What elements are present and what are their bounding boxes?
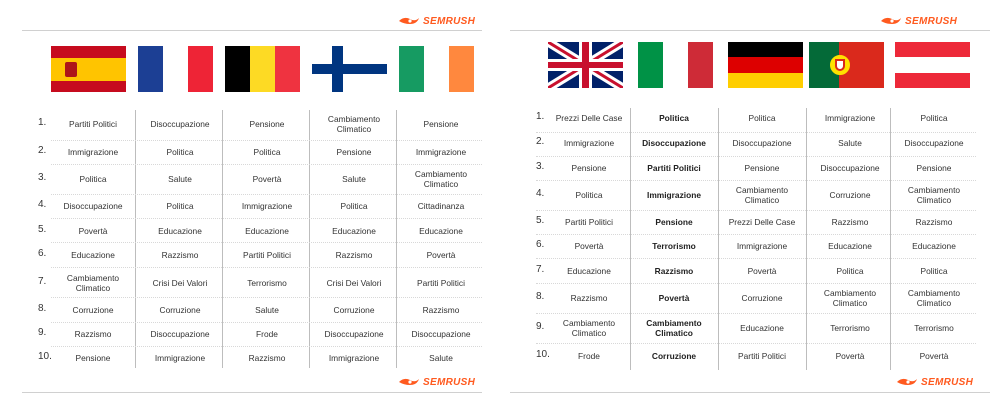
table-cell: Disoccupazione <box>642 138 706 148</box>
union-jack-icon <box>548 42 623 88</box>
rank-number: 4. <box>536 188 545 199</box>
table-cell: Politica <box>575 190 603 200</box>
rank-number: 10. <box>536 349 550 360</box>
column-separator <box>396 110 397 368</box>
column-separator <box>806 108 807 370</box>
table-cell: Povertà <box>426 250 456 260</box>
table-cell: Terrorismo <box>247 278 287 288</box>
table-cell: Partiti Politici <box>647 163 701 173</box>
table-cell: Educazione <box>912 241 956 251</box>
table-cell: Politica <box>836 266 864 276</box>
table-cell: Crisi Dei Valori <box>152 278 208 288</box>
table-cell: Povertà <box>658 293 690 303</box>
table-cell: Povertà <box>252 174 282 184</box>
belgium-flag <box>225 46 300 92</box>
table-cell: Immigrazione <box>824 113 876 123</box>
table-cell: Politica <box>920 113 948 123</box>
ireland-flag <box>399 46 474 92</box>
table-cell: Immigrazione <box>563 138 615 148</box>
table-cell: Pensione <box>75 353 111 363</box>
rank-number: 1. <box>38 117 47 128</box>
rank-number: 5. <box>38 224 47 235</box>
table-cell: Salute <box>255 305 279 315</box>
rank-number: 8. <box>38 303 47 314</box>
table-cell: Cambiamento Climatico <box>735 185 789 205</box>
table-cell: Immigrazione <box>154 353 206 363</box>
table-cell: Razzismo <box>335 250 373 260</box>
table-cell: Cambiamento Climatico <box>562 318 616 338</box>
table-cell: Povertà <box>919 351 949 361</box>
bottom-divider <box>22 392 482 393</box>
table-cell: Immigrazione <box>328 353 380 363</box>
table-cell: Cambiamento Climatico <box>646 318 702 338</box>
table-cell: Disoccupazione <box>324 329 384 339</box>
semrush-logo-bottom <box>896 375 973 389</box>
table-cell: Prezzi Delle Case <box>728 217 796 227</box>
table-cell: Politica <box>166 201 194 211</box>
table-cell: Cambiamento Climatico <box>327 114 381 134</box>
table-cell: Disoccupazione <box>63 201 123 211</box>
uk-flag <box>548 42 623 88</box>
row-separator <box>536 180 976 181</box>
austria-flag <box>895 42 970 88</box>
table-cell: Razzismo <box>422 305 460 315</box>
table-cell: Pensione <box>744 163 780 173</box>
rank-number: 7. <box>38 276 47 287</box>
semrush-logo-bottom <box>398 375 475 389</box>
table-cell: Razzismo <box>654 266 694 276</box>
table-cell: Cambiamento Climatico <box>66 273 120 293</box>
table-cell: Corruzione <box>159 305 201 315</box>
row-separator <box>51 218 482 219</box>
table-cell: Terrorismo <box>652 241 696 251</box>
brand-name: SEMRUSH <box>423 15 476 27</box>
table-cell: Pensione <box>249 119 285 129</box>
semrush-flame-icon <box>398 16 420 26</box>
table-cell: Educazione <box>71 250 115 260</box>
semrush-logo-top <box>880 14 957 28</box>
table-cell: Salute <box>429 353 453 363</box>
table-cell: Immigrazione <box>736 241 788 251</box>
table-cell: Politica <box>166 147 194 157</box>
table-cell: Educazione <box>332 226 376 236</box>
column-separator <box>630 108 631 370</box>
rank-number: 10. <box>38 351 52 362</box>
table-cell: Pensione <box>655 217 693 227</box>
table-cell: Salute <box>838 138 862 148</box>
table-cell: Pensione <box>916 163 952 173</box>
rank-number: 5. <box>536 215 545 226</box>
table-cell: Cittadinanza <box>417 201 465 211</box>
table-cell: Povertà <box>574 241 604 251</box>
table-cell: Politica <box>340 201 368 211</box>
rank-number: 2. <box>536 136 545 147</box>
brand-name: SEMRUSH <box>905 15 958 27</box>
germany-flag <box>728 42 803 88</box>
table-cell: Educazione <box>158 226 202 236</box>
semrush-flame-icon <box>398 377 420 387</box>
table-cell: Salute <box>168 174 192 184</box>
table-cell: Crisi Dei Valori <box>326 278 382 288</box>
table-cell: Partiti Politici <box>417 278 465 288</box>
table-cell: Immigrazione <box>415 147 467 157</box>
table-cell: Politica <box>920 266 948 276</box>
table-cell: Politica <box>79 174 107 184</box>
column-separator <box>718 108 719 370</box>
rank-number: 9. <box>38 327 47 338</box>
table-cell: Politica <box>748 113 776 123</box>
table-cell: Partiti Politici <box>69 119 117 129</box>
table-cell: Povertà <box>835 351 865 361</box>
table-cell: Disoccupazione <box>411 329 471 339</box>
table-cell: Disoccupazione <box>820 163 880 173</box>
column-separator <box>222 110 223 368</box>
brand-name: SEMRUSH <box>921 376 974 388</box>
rank-number: 2. <box>38 145 47 156</box>
row-separator <box>51 297 482 298</box>
table-cell: Immigrazione <box>67 147 119 157</box>
rank-number: 3. <box>38 172 47 183</box>
rank-number: 7. <box>536 264 545 275</box>
table-cell: Razzismo <box>74 329 112 339</box>
table-cell: Razzismo <box>161 250 199 260</box>
table-cell: Corruzione <box>72 305 114 315</box>
row-separator <box>536 283 976 284</box>
table-cell: Disoccupazione <box>150 329 210 339</box>
table-cell: Cambiamento Climatico <box>907 185 961 205</box>
portugal-flag <box>809 42 884 88</box>
table-cell: Disoccupazione <box>904 138 964 148</box>
table-cell: Educazione <box>419 226 463 236</box>
table-cell: Razzismo <box>915 217 953 227</box>
right-panel <box>508 0 1000 414</box>
row-separator <box>536 343 976 344</box>
semrush-flame-icon <box>880 16 902 26</box>
table-cell: Partiti Politici <box>738 351 786 361</box>
table-cell: Pensione <box>423 119 459 129</box>
table-cell: Corruzione <box>741 293 783 303</box>
table-cell: Immigrazione <box>241 201 293 211</box>
table-cell: Pensione <box>571 163 607 173</box>
top-divider <box>22 30 482 31</box>
row-separator <box>51 267 482 268</box>
table-cell: Corruzione <box>829 190 871 200</box>
rank-number: 1. <box>536 111 545 122</box>
table-cell: Cambiamento Climatico <box>823 288 877 308</box>
table-cell: Razzismo <box>248 353 286 363</box>
table-cell: Politica <box>659 113 689 123</box>
table-cell: Razzismo <box>831 217 869 227</box>
column-separator <box>309 110 310 368</box>
table-cell: Terrorismo <box>830 323 870 333</box>
semrush-flame-icon <box>896 377 918 387</box>
france-flag <box>138 46 213 92</box>
column-separator <box>135 110 136 368</box>
semrush-logo-top <box>398 14 475 28</box>
table-cell: Disoccupazione <box>732 138 792 148</box>
table-cell: Pensione <box>336 147 372 157</box>
top-divider <box>510 30 990 31</box>
table-cell: Educazione <box>740 323 784 333</box>
table-cell: Terrorismo <box>914 323 954 333</box>
table-cell: Frode <box>256 329 278 339</box>
finland-flag <box>312 46 387 92</box>
table-cell: Corruzione <box>333 305 375 315</box>
rank-number: 4. <box>38 199 47 210</box>
table-cell: Politica <box>253 147 281 157</box>
rank-number: 6. <box>38 248 47 259</box>
table-cell: Educazione <box>245 226 289 236</box>
row-separator <box>536 313 976 314</box>
rank-number: 6. <box>536 239 545 250</box>
table-cell: Partiti Politici <box>565 217 613 227</box>
table-cell: Disoccupazione <box>150 119 210 129</box>
row-separator <box>536 258 976 259</box>
rank-number: 9. <box>536 321 545 332</box>
table-cell: Prezzi Delle Case <box>555 113 623 123</box>
rank-number: 8. <box>536 291 545 302</box>
left-panel <box>0 0 493 414</box>
table-cell: Povertà <box>78 226 108 236</box>
table-cell: Razzismo <box>570 293 608 303</box>
row-separator <box>51 164 482 165</box>
bottom-divider <box>510 392 990 393</box>
table-cell: Salute <box>342 174 366 184</box>
brand-name: SEMRUSH <box>423 376 476 388</box>
table-cell: Educazione <box>828 241 872 251</box>
table-cell: Cambiamento Climatico <box>907 288 961 308</box>
table-cell: Immigrazione <box>647 190 701 200</box>
spain-flag <box>51 46 126 92</box>
table-cell: Corruzione <box>651 351 697 361</box>
rank-number: 3. <box>536 161 545 172</box>
table-cell: Povertà <box>747 266 777 276</box>
table-cell: Frode <box>578 351 600 361</box>
table-cell: Partiti Politici <box>243 250 291 260</box>
italy-flag <box>638 42 713 88</box>
table-cell: Educazione <box>567 266 611 276</box>
table-cell: Cambiamento Climatico <box>414 169 468 189</box>
row-separator <box>51 242 482 243</box>
